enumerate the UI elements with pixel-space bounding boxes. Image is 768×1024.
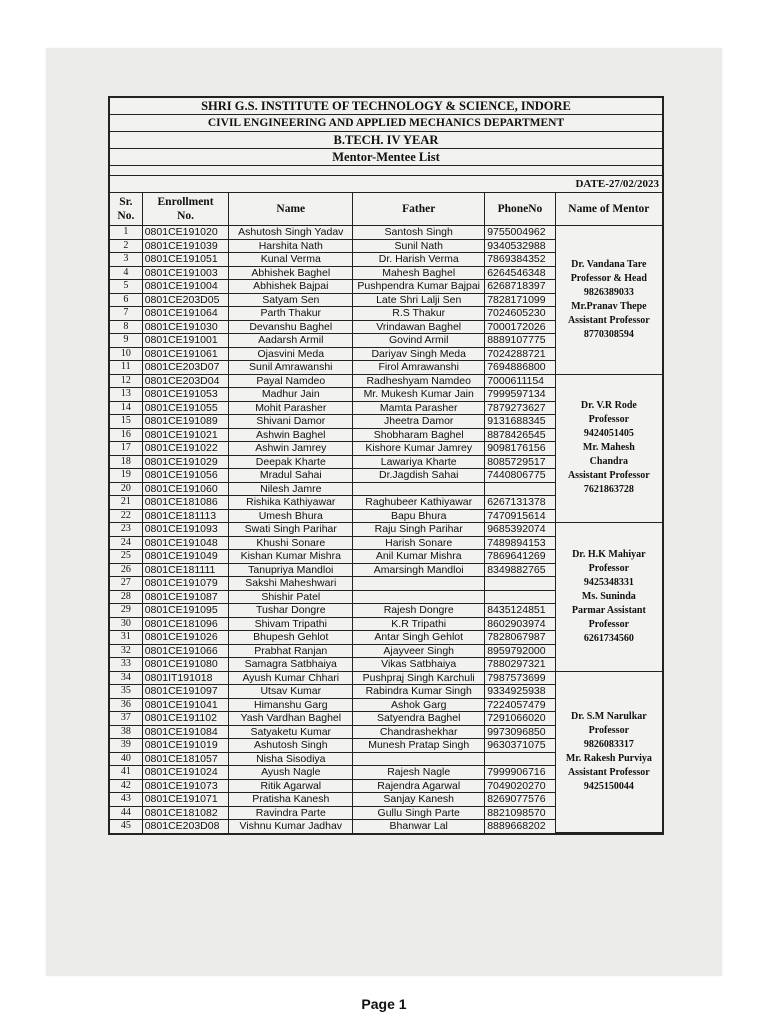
cell-name: Ashwin Jamrey (229, 442, 353, 456)
mentor-line: Ms. Suninda (581, 590, 636, 602)
cell-father: Rabindra Kumar Singh (353, 685, 485, 699)
col-header-sr: Sr. No. (110, 193, 142, 226)
cell-phone: 9685392074 (485, 523, 556, 537)
cell-sr-no: 42 (110, 779, 142, 793)
cell-enrollment: 0801CE191066 (142, 644, 229, 658)
mentor-line: Professor (588, 414, 630, 426)
institute-title: SHRI G.S. INSTITUTE OF TECHNOLOGY & SCIENCE, INDORE (110, 98, 662, 115)
cell-phone: 8085729517 (485, 455, 556, 469)
cell-sr-no: 21 (110, 496, 142, 510)
mentor-line: 6261734560 (583, 632, 634, 644)
cell-phone: 7049020270 (485, 779, 556, 793)
cell-father (353, 482, 485, 496)
cell-phone (485, 590, 556, 604)
cell-name: Vishnu Kumar Jadhav (229, 820, 353, 833)
cell-enrollment: 0801CE191055 (142, 401, 229, 415)
cell-sr-no: 43 (110, 793, 142, 807)
cell-name: Ashutosh Singh (229, 739, 353, 753)
mentor-line: Parmar Assistant (571, 604, 646, 616)
table-row (110, 671, 662, 685)
cell-enrollment: 0801CE191060 (142, 482, 229, 496)
cell-sr-no: 17 (110, 442, 142, 456)
cell-name: Tushar Dongre (229, 604, 353, 618)
cell-father: Dariyav Singh Meda (353, 347, 485, 361)
mentor-line: 9425150044 (583, 780, 634, 792)
cell-phone (485, 752, 556, 766)
cell-father: Chandrashekhar (353, 725, 485, 739)
cell-father: Satyendra Baghel (353, 712, 485, 726)
cell-sr-no: 32 (110, 644, 142, 658)
col-header-father: Father (353, 193, 485, 226)
cell-father: Jheetra Damor (353, 415, 485, 429)
cell-sr-no: 37 (110, 712, 142, 726)
cell-phone: 7999906716 (485, 766, 556, 780)
mentor-cell (555, 523, 662, 672)
cell-enrollment: 0801IT191018 (142, 671, 229, 685)
cell-enrollment: 0801CE191039 (142, 239, 229, 253)
cell-name: Khushi Sonare (229, 536, 353, 550)
cell-father: Rajendra Agarwal (353, 779, 485, 793)
cell-name: Harshita Nath (229, 239, 353, 253)
cell-name: Satyam Sen (229, 293, 353, 307)
cell-phone: 7470915614 (485, 509, 556, 523)
cell-father: Anil Kumar Mishra (353, 550, 485, 564)
cell-phone: 7828171099 (485, 293, 556, 307)
cell-enrollment: 0801CE191061 (142, 347, 229, 361)
cell-sr-no: 35 (110, 685, 142, 699)
cell-name: Ashutosh Singh Yadav (229, 226, 353, 240)
cell-name: Pratisha Kanesh (229, 793, 353, 807)
cell-enrollment: 0801CE191003 (142, 266, 229, 280)
cell-phone: 9131688345 (485, 415, 556, 429)
cell-father: Mahesh Baghel (353, 266, 485, 280)
cell-phone: 8959792000 (485, 644, 556, 658)
cell-father: Pushpraj Singh Karchuli (353, 671, 485, 685)
blank-row (110, 166, 662, 176)
cell-enrollment: 0801CE191049 (142, 550, 229, 564)
cell-sr-no: 5 (110, 280, 142, 294)
cell-name: Tanupriya Mandloi (229, 563, 353, 577)
cell-enrollment: 0801CE191029 (142, 455, 229, 469)
cell-phone: 8821098570 (485, 806, 556, 820)
cell-phone: 8435124851 (485, 604, 556, 618)
cell-father: Rajesh Nagle (353, 766, 485, 780)
cell-sr-no: 7 (110, 307, 142, 321)
cell-enrollment: 0801CE191024 (142, 766, 229, 780)
table-row (110, 523, 662, 537)
cell-enrollment: 0801CE203D05 (142, 293, 229, 307)
cell-father: Amarsingh Mandloi (353, 563, 485, 577)
page-number: Page 1 (361, 996, 407, 1012)
cell-sr-no: 19 (110, 469, 142, 483)
cell-father: Munesh Pratap Singh (353, 739, 485, 753)
cell-sr-no: 18 (110, 455, 142, 469)
cell-enrollment: 0801CE191048 (142, 536, 229, 550)
cell-enrollment: 0801CE191087 (142, 590, 229, 604)
mentor-cell (555, 671, 662, 833)
cell-name: Samagra Satbhaiya (229, 658, 353, 672)
cell-name: Mradul Sahai (229, 469, 353, 483)
cell-phone: 7694886800 (485, 361, 556, 375)
cell-phone: 6264546348 (485, 266, 556, 280)
cell-sr-no: 6 (110, 293, 142, 307)
cell-sr-no: 14 (110, 401, 142, 415)
cell-enrollment: 0801CE181086 (142, 496, 229, 510)
cell-father: Rajesh Dongre (353, 604, 485, 618)
mentor-line: Assistant Professor (567, 766, 650, 778)
mentor-line: Dr. H.K Mahiyar (572, 548, 646, 560)
cell-enrollment: 0801CE191089 (142, 415, 229, 429)
cell-name: Abhishek Baghel (229, 266, 353, 280)
cell-name: Yash Vardhan Baghel (229, 712, 353, 726)
cell-sr-no: 26 (110, 563, 142, 577)
table-body (110, 226, 662, 833)
cell-father: Pushpendra Kumar Bajpai (353, 280, 485, 294)
cell-sr-no: 8 (110, 320, 142, 334)
col-header-phone: PhoneNo (485, 193, 556, 226)
cell-phone (485, 482, 556, 496)
cell-name: Ayush Kumar Chhari (229, 671, 353, 685)
cell-name: Payal Namdeo (229, 374, 353, 388)
cell-sr-no: 36 (110, 698, 142, 712)
cell-name: Ayush Nagle (229, 766, 353, 780)
cell-enrollment: 0801CE191019 (142, 739, 229, 753)
cell-sr-no: 15 (110, 415, 142, 429)
cell-name: Ashwin Baghel (229, 428, 353, 442)
cell-father: Dr. Harish Verma (353, 253, 485, 267)
mentor-line: Professor (588, 618, 630, 630)
cell-father: R.S Thakur (353, 307, 485, 321)
cell-sr-no: 20 (110, 482, 142, 496)
cell-name: Himanshu Garg (229, 698, 353, 712)
col-header-enrollment: Enrollment No. (142, 193, 229, 226)
cell-father: Raju Singh Parihar (353, 523, 485, 537)
cell-phone: 7879273627 (485, 401, 556, 415)
mentor-line: 8770308594 (583, 328, 634, 340)
cell-sr-no: 12 (110, 374, 142, 388)
cell-father: Gullu Singh Parte (353, 806, 485, 820)
cell-name: Ravindra Parte (229, 806, 353, 820)
cell-sr-no: 3 (110, 253, 142, 267)
year-title: B.TECH. IV YEAR (110, 132, 662, 149)
cell-father: Firol Amrawanshi (353, 361, 485, 375)
cell-phone: 7828067987 (485, 631, 556, 645)
cell-sr-no: 45 (110, 820, 142, 833)
col-header-mentor: Name of Mentor (555, 193, 662, 226)
cell-phone: 8889668202 (485, 820, 556, 833)
cell-father: Sanjay Kanesh (353, 793, 485, 807)
mentor-line: Assistant Professor (567, 470, 650, 482)
cell-phone: 9098176156 (485, 442, 556, 456)
col-header-name: Name (229, 193, 353, 226)
table-row (110, 226, 662, 240)
cell-father: Bapu Bhura (353, 509, 485, 523)
cell-sr-no: 29 (110, 604, 142, 618)
mentor-line: Dr. V.R Rode (580, 400, 637, 412)
cell-enrollment: 0801CE191080 (142, 658, 229, 672)
cell-phone: 7999597134 (485, 388, 556, 402)
cell-sr-no: 24 (110, 536, 142, 550)
cell-father: Kishore Kumar Jamrey (353, 442, 485, 456)
cell-sr-no: 13 (110, 388, 142, 402)
cell-name: Shivani Damor (229, 415, 353, 429)
cell-name: Sunil Amrawanshi (229, 361, 353, 375)
cell-sr-no: 9 (110, 334, 142, 348)
cell-enrollment: 0801CE181057 (142, 752, 229, 766)
cell-phone: 7869641269 (485, 550, 556, 564)
cell-father: Mr. Mukesh Kumar Jain (353, 388, 485, 402)
cell-enrollment: 0801CE191020 (142, 226, 229, 240)
cell-sr-no: 11 (110, 361, 142, 375)
cell-name: Nisha Sisodiya (229, 752, 353, 766)
cell-name: Deepak Kharte (229, 455, 353, 469)
mentor-line: Professor & Head (570, 272, 647, 284)
cell-sr-no: 40 (110, 752, 142, 766)
cell-father: Dr.Jagdish Sahai (353, 469, 485, 483)
cell-father: Antar Singh Gehlot (353, 631, 485, 645)
cell-enrollment: 0801CE191053 (142, 388, 229, 402)
cell-father: Ashok Garg (353, 698, 485, 712)
cell-name: Sakshi Maheshwari (229, 577, 353, 591)
table-header-row (110, 193, 662, 226)
cell-sr-no: 23 (110, 523, 142, 537)
cell-enrollment: 0801CE191056 (142, 469, 229, 483)
cell-name: Bhupesh Gehlot (229, 631, 353, 645)
cell-father (353, 752, 485, 766)
cell-phone: 9630371075 (485, 739, 556, 753)
cell-father: Late Shri Lalji Sen (353, 293, 485, 307)
cell-name: Prabhat Ranjan (229, 644, 353, 658)
cell-father: Ajayveer Singh (353, 644, 485, 658)
cell-father: Raghubeer Kathiyawar (353, 496, 485, 510)
cell-father: Lawariya Kharte (353, 455, 485, 469)
cell-name: Aadarsh Armil (229, 334, 353, 348)
mentor-line: Mr. Rakesh Purviya (565, 752, 652, 764)
cell-sr-no: 4 (110, 266, 142, 280)
cell-phone: 9334925938 (485, 685, 556, 699)
cell-phone: 9755004962 (485, 226, 556, 240)
cell-enrollment: 0801CE191001 (142, 334, 229, 348)
cell-sr-no: 39 (110, 739, 142, 753)
cell-enrollment: 0801CE181096 (142, 617, 229, 631)
cell-enrollment: 0801CE191102 (142, 712, 229, 726)
mentor-line: Professor (588, 724, 630, 736)
table-row (110, 374, 662, 388)
cell-enrollment: 0801CE191093 (142, 523, 229, 537)
cell-enrollment: 0801CE181111 (142, 563, 229, 577)
cell-phone: 7224057479 (485, 698, 556, 712)
cell-father: K.R Tripathi (353, 617, 485, 631)
cell-sr-no: 27 (110, 577, 142, 591)
cell-enrollment: 0801CE191084 (142, 725, 229, 739)
cell-phone: 6267131378 (485, 496, 556, 510)
cell-father: Mamta Parasher (353, 401, 485, 415)
cell-father (353, 577, 485, 591)
list-title: Mentor-Mentee List (110, 149, 662, 166)
mentor-line: Chandra (589, 456, 629, 468)
mentor-line: 9424051405 (583, 428, 634, 440)
cell-father: Sunil Nath (353, 239, 485, 253)
cell-phone: 7291066020 (485, 712, 556, 726)
cell-enrollment: 0801CE191022 (142, 442, 229, 456)
cell-phone: 6268718397 (485, 280, 556, 294)
cell-phone: 8889107775 (485, 334, 556, 348)
cell-sr-no: 28 (110, 590, 142, 604)
cell-enrollment: 0801CE181113 (142, 509, 229, 523)
cell-father: Govind Armil (353, 334, 485, 348)
cell-name: Rishika Kathiyawar (229, 496, 353, 510)
mentor-mentee-document (108, 96, 664, 835)
cell-name: Mohit Parasher (229, 401, 353, 415)
mentor-line: 9826389033 (583, 286, 634, 298)
cell-enrollment: 0801CE191079 (142, 577, 229, 591)
cell-name: Ritik Agarwal (229, 779, 353, 793)
cell-phone: 7880297321 (485, 658, 556, 672)
cell-name: Shivam Tripathi (229, 617, 353, 631)
cell-father (353, 590, 485, 604)
cell-father: Santosh Singh (353, 226, 485, 240)
cell-name: Shishir Patel (229, 590, 353, 604)
cell-sr-no: 1 (110, 226, 142, 240)
cell-father: Radheshyam Namdeo (353, 374, 485, 388)
cell-phone: 7024605230 (485, 307, 556, 321)
mentor-line: Dr. S.M Narulkar (570, 710, 647, 722)
cell-phone: 9340532988 (485, 239, 556, 253)
cell-sr-no: 2 (110, 239, 142, 253)
mentor-line: 9425348331 (583, 576, 634, 588)
cell-enrollment: 0801CE191004 (142, 280, 229, 294)
cell-sr-no: 25 (110, 550, 142, 564)
cell-father: Harish Sonare (353, 536, 485, 550)
cell-name: Kunal Verma (229, 253, 353, 267)
mentor-line: Assistant Professor (567, 314, 650, 326)
cell-enrollment: 0801CE181082 (142, 806, 229, 820)
cell-phone: 8602903974 (485, 617, 556, 631)
department-title: CIVIL ENGINEERING AND APPLIED MECHANICS DEPARTMENT (110, 115, 662, 132)
cell-phone: 8878426545 (485, 428, 556, 442)
cell-name: Utsav Kumar (229, 685, 353, 699)
cell-sr-no: 10 (110, 347, 142, 361)
cell-name: Devanshu Baghel (229, 320, 353, 334)
cell-phone: 7024288721 (485, 347, 556, 361)
cell-name: Madhur Jain (229, 388, 353, 402)
cell-father: Vikas Satbhaiya (353, 658, 485, 672)
mentor-line: Mr.Pranav Thepe (571, 300, 647, 312)
cell-sr-no: 31 (110, 631, 142, 645)
cell-enrollment: 0801CE191097 (142, 685, 229, 699)
cell-enrollment: 0801CE203D07 (142, 361, 229, 375)
cell-enrollment: 0801CE191030 (142, 320, 229, 334)
cell-enrollment: 0801CE191041 (142, 698, 229, 712)
cell-sr-no: 22 (110, 509, 142, 523)
cell-enrollment: 0801CE191071 (142, 793, 229, 807)
mentor-cell (555, 226, 662, 375)
mentor-line: Mr. Mahesh (582, 442, 635, 454)
cell-name: Umesh Bhura (229, 509, 353, 523)
cell-name: Abhishek Bajpai (229, 280, 353, 294)
cell-phone (485, 577, 556, 591)
cell-sr-no: 34 (110, 671, 142, 685)
mentor-line: 7621863728 (583, 484, 634, 496)
document-date: DATE-27/02/2023 (110, 176, 662, 193)
cell-phone: 7440806775 (485, 469, 556, 483)
mentee-table (110, 193, 662, 833)
cell-father: Bhanwar Lal (353, 820, 485, 833)
cell-father: Shobharam Baghel (353, 428, 485, 442)
cell-name: Satyaketu Kumar (229, 725, 353, 739)
cell-enrollment: 0801CE191051 (142, 253, 229, 267)
cell-enrollment: 0801CE191095 (142, 604, 229, 618)
cell-phone: 8269077576 (485, 793, 556, 807)
cell-name: Parth Thakur (229, 307, 353, 321)
cell-name: Ojasvini Meda (229, 347, 353, 361)
mentor-line: Dr. Vandana Tare (571, 258, 647, 270)
cell-phone: 7000172026 (485, 320, 556, 334)
cell-sr-no: 44 (110, 806, 142, 820)
cell-sr-no: 33 (110, 658, 142, 672)
cell-sr-no: 16 (110, 428, 142, 442)
cell-phone: 9973096850 (485, 725, 556, 739)
cell-phone: 7987573699 (485, 671, 556, 685)
cell-phone: 8349882765 (485, 563, 556, 577)
cell-name: Swati Singh Parihar (229, 523, 353, 537)
cell-enrollment: 0801CE203D04 (142, 374, 229, 388)
cell-enrollment: 0801CE203D08 (142, 820, 229, 833)
cell-phone: 7869384352 (485, 253, 556, 267)
cell-name: Nilesh Jamre (229, 482, 353, 496)
cell-name: Kishan Kumar Mishra (229, 550, 353, 564)
cell-sr-no: 30 (110, 617, 142, 631)
cell-enrollment: 0801CE191073 (142, 779, 229, 793)
mentor-line: 9826083317 (583, 738, 634, 750)
cell-phone: 7489894153 (485, 536, 556, 550)
cell-enrollment: 0801CE191026 (142, 631, 229, 645)
cell-father: Vrindawan Baghel (353, 320, 485, 334)
cell-enrollment: 0801CE191021 (142, 428, 229, 442)
cell-phone: 7000611154 (485, 374, 556, 388)
cell-sr-no: 41 (110, 766, 142, 780)
cell-enrollment: 0801CE191064 (142, 307, 229, 321)
mentor-cell (555, 374, 662, 523)
mentor-line: Professor (588, 562, 630, 574)
cell-sr-no: 38 (110, 725, 142, 739)
